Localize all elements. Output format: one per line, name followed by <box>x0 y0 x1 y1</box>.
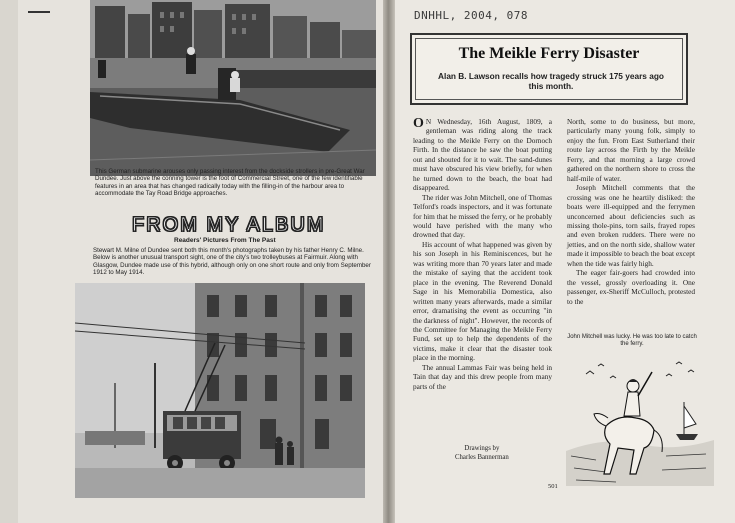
article-paragraph: The annual Lammas Fair was being held in Tain that day and this drew people from many parts of the <box>413 362 552 391</box>
album-subtitle: Readers' Pictures From The Past <box>174 237 276 244</box>
article-subtitle: Alan B. Lawson recalls how tragedy struck 175 years ago this month. <box>438 71 664 91</box>
submarine-photo <box>90 0 376 176</box>
margin-mark <box>28 11 50 13</box>
drop-cap: O <box>413 116 424 131</box>
submarine-photo-drawing <box>90 0 376 176</box>
article-column-1 <box>413 117 552 391</box>
page-gutter <box>383 0 395 523</box>
submarine-caption: This German submarine arouses only passing interest from the dockside strollers in pre-Great War Dundee. Just above the conning tower is the foot of Commercial Street, one of the few identifiable features in an area that has changed radically today with the filling-in of the harbour area to accommodate the Tay Road Bridge approaches. <box>95 168 365 198</box>
drawings-credit <box>455 445 509 462</box>
page-number: 501 <box>548 483 558 490</box>
article-paragraph: North, some to do business, but more, particularly many young folk, simply to enjoy the fun. From East Sutherland their route lay across the Firth by the Meikle Ferry, and that morning a large crowd gathered on the northern shore to cross the half-mile of water. <box>567 117 695 183</box>
drawings-credit-line-1: Drawings by <box>464 445 500 452</box>
rider-illustration-drawing <box>566 356 714 486</box>
article-paragraph: The rider was John Mitchell, one of Thomas Telford's roads inspectors, and it was fortunate for him that he missed the ferry, or he probably would have perished with the many who drowned that day. <box>413 192 552 240</box>
drawings-credit-line-2: Charles Bannerman <box>455 453 509 461</box>
album-title: FROM MY ALBUM <box>132 214 326 236</box>
article-paragraph <box>413 117 552 193</box>
rider-illustration <box>566 356 714 486</box>
paragraph-text: N Wednesday, 16th August, 1809, a gentleman was riding along the track leading to the Meikle Ferry on the Dornoch Firth. In the distance he saw the boat putting out and shouted for it to wait. The sand-dunes must have obscured his view briefly, for when he turned down to the beach, the boat had disappeared. <box>413 117 552 193</box>
handwritten-reference: DNHHL, 2004, 078 <box>414 9 528 22</box>
article-title-box <box>410 33 688 105</box>
article-paragraph: Joseph Mitchell comments that the crossing was one he heartily disliked: the boats were ill-equipped and the ferrymen unconcerned about deficiencies such as missing thole-pins, torn sails, frayed ropes and even broken rudders. There were no jetties, and on the north side, shallow water made it impossible to beach the boat except when the tide was fairly high. <box>567 183 695 268</box>
article-paragraph: The eager fair-goers had crowded into the vessel, grossly overloading it. One passenger, ex-Sheriff McCulloch, protested to the <box>567 268 695 306</box>
article-title: The Meikle Ferry Disaster <box>458 45 640 62</box>
trolleybus-photo-drawing <box>75 283 365 498</box>
trolleybus-photo <box>75 283 365 498</box>
article-column-2 <box>567 117 695 306</box>
article-paragraph: His account of what happened was given by his son Joseph in his Reminiscences, but he was writing more than 70 years later and made the mistake of saying that the accident took place in the evening. The Reverend Donald Sage in his Memorabilia Domestica, also written many years afterwards, made a similar error, dramatising the event as occurring "in the darkness of night". However, the records of the Committee for Managing the Meikle Ferry Fund, set up to help the dependents of the victims, make it clear that the disaster took place in the morning. <box>413 239 552 363</box>
album-caption: Stewart M. Milne of Dundee sent both this month's photographs taken by his father Henry C. Milne. Below is another unusual transport sight, one of the city's two trolleybuses at Fairmuir. Along with Glasgow, Dundee made use of this hybrid, although only on one short route and only from September 1912 to May 1914. <box>93 247 371 277</box>
illustration-caption: John Mitchell was lucky. He was too late to catch the ferry. <box>567 334 697 348</box>
